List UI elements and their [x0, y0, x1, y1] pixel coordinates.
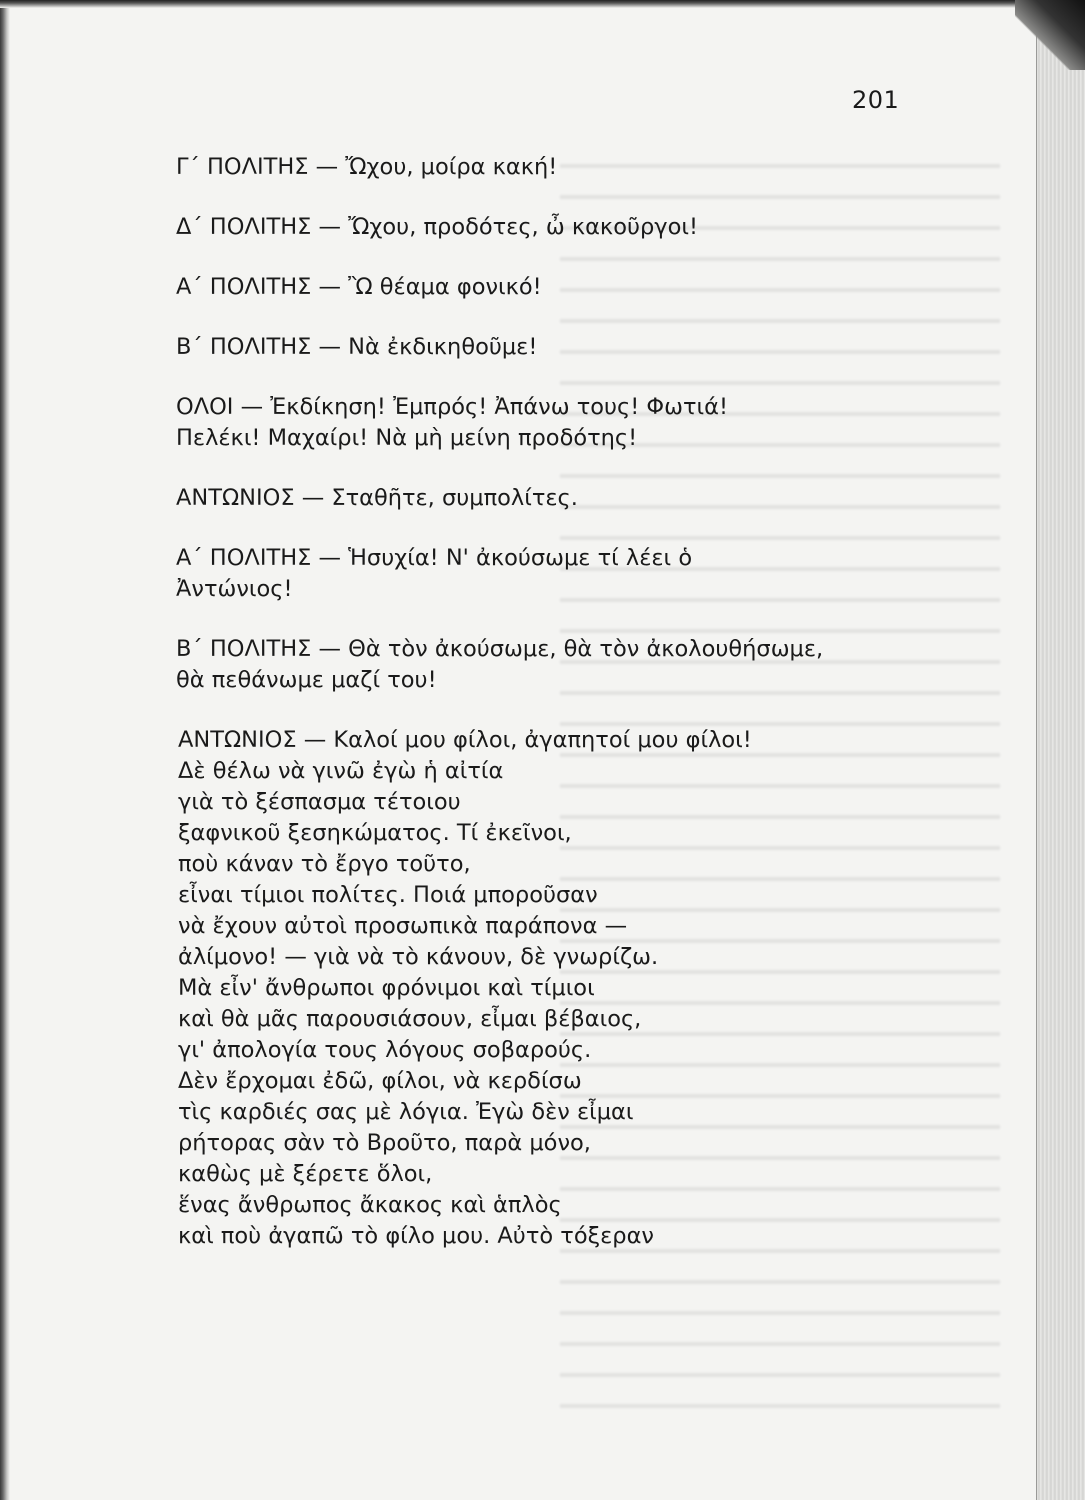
dialogue-paragraph	[176, 392, 916, 454]
text-line: Δὲ θέλω νὰ γινῶ ἐγὼ ἡ αἰτία	[178, 758, 504, 784]
text-line: Δὲν ἔρχομαι ἐδῶ, φίλοι, νὰ κερδίσω	[178, 1068, 582, 1094]
text-line: νὰ ἔχουν αὐτοὶ προσωπικὰ παράπονα —	[178, 913, 628, 939]
text-line: γιὰ τὸ ξέσπασμα τέτοιου	[178, 789, 461, 815]
text-line: τὶς καρδιές σας μὲ λόγια. Ἐγὼ δὲν εἶμαι	[178, 1099, 634, 1125]
text-line: θὰ πεθάνωμε μαζί του!	[176, 667, 437, 693]
text-line: ἕνας ἄνθρωπος ἄκακος καὶ ἁπλὸς	[178, 1192, 562, 1218]
dialogue-paragraph	[176, 634, 916, 696]
text-line: Β΄ ΠΟΛΙΤΗΣ — Θὰ τὸν ἀκούσωμε, θὰ τὸν ἀκολουθήσωμε,	[176, 636, 824, 662]
text-line: Πελέκι! Μαχαίρι! Νὰ μὴ μείνη προδότης!	[176, 425, 638, 451]
dialogue-paragraph	[176, 332, 916, 363]
dialogue-paragraph	[176, 483, 916, 514]
dialogue-paragraph	[176, 725, 916, 1252]
text-line: Α΄ ΠΟΛΙΤΗΣ — Ἡσυχία! Ν' ἀκούσωμε τί λέει ὁ	[176, 545, 693, 571]
dialogue-paragraph	[176, 272, 916, 303]
dialogue-paragraph	[176, 543, 916, 605]
text-line: ΟΛΟΙ — Ἐκδίκηση! Ἐμπρός! Ἀπάνω τους! Φωτιά!	[176, 394, 728, 420]
text-line: Γ΄ ΠΟΛΙΤΗΣ — Ὤχου, μοίρα κακή!	[176, 154, 558, 180]
text-line: καθὼς μὲ ξέρετε ὅλοι,	[178, 1161, 433, 1187]
text-line: Β΄ ΠΟΛΙΤΗΣ — Νὰ ἐκδικηθοῦμε!	[176, 334, 538, 360]
text-line: γι' ἀπολογία τους λόγους σοβαρούς.	[178, 1037, 592, 1063]
page-edge-stack	[1036, 0, 1085, 1500]
page-number: 201	[852, 86, 900, 114]
text-line: καὶ ποὺ ἀγαπῶ τὸ φίλο μου. Αὐτὸ τόξεραν	[178, 1223, 654, 1249]
dialogue-paragraph	[176, 152, 916, 183]
text-line: Δ΄ ΠΟΛΙΤΗΣ — Ὤχου, προδότες, ὦ κακοῦργοι!	[176, 214, 698, 240]
text-line: ΑΝΤΩΝΙΟΣ — Σταθῆτε, συμπολίτες.	[176, 485, 578, 511]
text-line: Α΄ ΠΟΛΙΤΗΣ — Ὢ θέαμα φονικό!	[176, 274, 542, 300]
text-line: ποὺ κάναν τὸ ἔργο τοῦτο,	[178, 851, 471, 877]
page-top-edge	[0, 0, 1040, 8]
text-line: ξαφνικοῦ ξεσηκώματος. Τί ἐκεῖνοι,	[178, 820, 572, 846]
text-line: καὶ θὰ μᾶς παρουσιάσουν, εἶμαι βέβαιος,	[178, 1006, 642, 1032]
dialogue-paragraph	[176, 212, 916, 243]
text-line: Μὰ εἶν' ἄνθρωποι φρόνιμοι καὶ τίμιοι	[178, 975, 595, 1001]
text-line: ρήτορας σὰν τὸ Βροῦτο, παρὰ μόνο,	[178, 1130, 591, 1156]
text-line: Ἀντώνιος!	[176, 576, 293, 602]
text-line: εἶναι τίμιοι πολίτες. Ποιά μποροῦσαν	[178, 882, 598, 908]
dialogue-text	[176, 152, 916, 1252]
text-line: ἀλίμονο! — γιὰ νὰ τὸ κάνουν, δὲ γνωρίζω.	[178, 944, 659, 970]
text-line: ΑΝΤΩΝΙΟΣ — Καλοί μου φίλοι, ἀγαπητοί μου φίλοι!	[178, 727, 752, 753]
page-corner	[1015, 0, 1085, 70]
page-binding-shadow	[0, 0, 10, 1500]
